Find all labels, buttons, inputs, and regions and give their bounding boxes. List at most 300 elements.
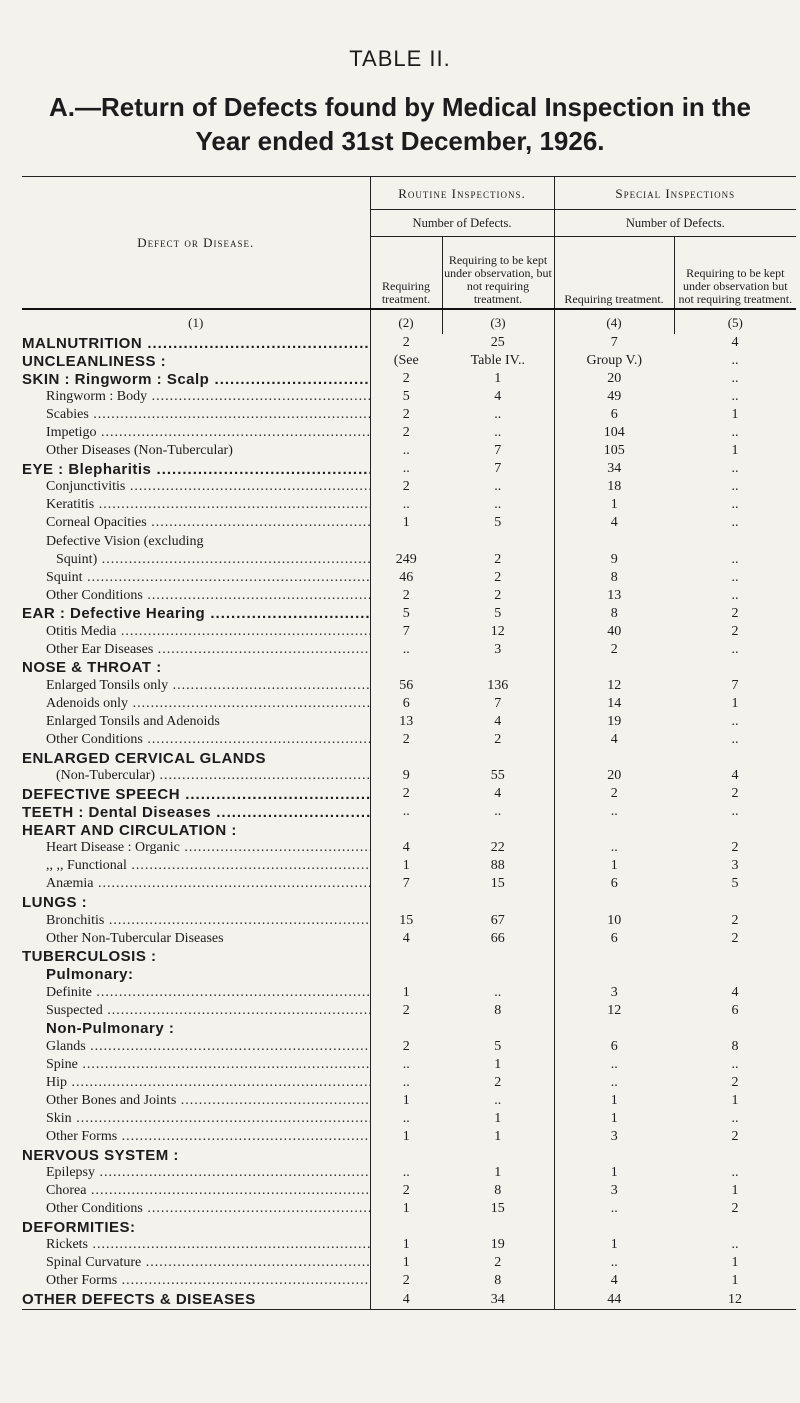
defects-table [22, 176, 796, 1310]
cell-col-5: 4 [731, 768, 739, 784]
row-label: Non-Pulmonary : [46, 1020, 175, 1038]
cell-col-4 [554, 948, 674, 966]
row-label: Suspected ..... [22, 1002, 370, 1020]
row-label: Bronchitis ..... [22, 912, 370, 930]
row-label: Hip ..... [22, 1074, 370, 1092]
table-row [22, 677, 796, 695]
cell-col-4: 4 [554, 1272, 674, 1290]
cell-col-3: 55 [490, 768, 505, 784]
cell-col-4: 19 [554, 713, 674, 731]
cell-col-4: 6 [554, 875, 674, 893]
cell-col-4: 20 [554, 370, 674, 388]
cell-col-2: .. [370, 1164, 442, 1182]
table-row [22, 352, 796, 370]
table-row [22, 1272, 796, 1290]
cell-col-2: .. [370, 496, 442, 514]
cell-col-3: 34 [442, 1290, 554, 1309]
table-row [22, 839, 796, 857]
cell-col-3: .. [494, 984, 502, 1000]
cell-col-4: 44 [554, 1290, 674, 1309]
table-row [22, 605, 796, 623]
cell-col-4 [554, 893, 674, 911]
table-row [22, 1182, 796, 1200]
cell-col-2: 1 [370, 857, 442, 875]
row-label: Squint ..... [22, 569, 370, 587]
cell-col-5: 1 [731, 1273, 739, 1289]
cell-col-3: 5 [494, 515, 502, 531]
cell-col-5: 2 [731, 840, 739, 856]
table-row [22, 496, 796, 514]
cell-col-2: .. [370, 1110, 442, 1128]
cell-col-5: .. [731, 804, 739, 820]
column-group-special: Special Inspections [554, 177, 796, 210]
row-label: Spine ..... [22, 1056, 370, 1074]
cell-col-5: .. [731, 587, 739, 603]
table-row [22, 857, 796, 875]
row-label: Other Conditions ..... [22, 587, 370, 605]
table-row [22, 731, 796, 749]
cell-col-5: 12 [674, 1290, 796, 1309]
cell-col-5 [674, 749, 796, 767]
cell-col-3: .. [494, 425, 502, 441]
table-row [22, 587, 796, 605]
table-row [22, 1038, 796, 1056]
cell-col-3: 4 [494, 389, 502, 405]
table-row [22, 948, 796, 966]
row-label: DEFORMITIES: [22, 1218, 136, 1236]
cell-col-2: 7 [370, 875, 442, 893]
cell-col-3: 3 [494, 641, 502, 657]
row-label: HEART AND CIRCULATION : [22, 821, 237, 839]
row-label: Adenoids only ..... [22, 695, 370, 713]
row-label: Epilepsy ..... [22, 1164, 370, 1182]
cell-col-5: 8 [731, 1038, 739, 1054]
cell-col-3: 12 [490, 623, 505, 639]
cell-col-4: 14 [554, 695, 674, 713]
cell-col-4: 3 [554, 1128, 674, 1146]
cell-col-3 [442, 749, 554, 767]
row-label: Skin ..... [22, 1110, 370, 1128]
row-label: Squint) ..... [22, 551, 370, 569]
cell-col-5: 1 [731, 1255, 739, 1271]
cell-col-2: 7 [370, 623, 442, 641]
cell-col-3: 8 [494, 1183, 502, 1199]
cell-col-4: 3 [554, 1182, 674, 1200]
cell-col-2: (See [370, 352, 442, 370]
cell-col-4: 6 [554, 1038, 674, 1056]
row-label: UNCLEANLINESS : [22, 352, 167, 370]
cell-col-3: .. [494, 497, 502, 513]
cell-col-5: 2 [731, 930, 739, 946]
table-row [22, 785, 796, 803]
column-number-5: (5) [674, 309, 796, 334]
cell-col-5: .. [731, 425, 739, 441]
cell-col-4: 104 [554, 424, 674, 442]
cell-col-5: .. [731, 461, 739, 477]
table-row [22, 370, 796, 388]
cell-col-2: 2 [370, 1272, 442, 1290]
row-label: LUNGS : [22, 893, 88, 911]
cell-col-4 [554, 1020, 674, 1038]
cell-col-4: 13 [554, 587, 674, 605]
cell-col-3: 15 [490, 1201, 505, 1217]
cell-col-3: 7 [494, 461, 502, 477]
cell-col-5: .. [731, 551, 739, 567]
table-row [22, 713, 796, 731]
cell-col-2: 2 [370, 478, 442, 496]
cell-col-2 [370, 948, 442, 966]
cell-col-3: 2 [494, 1255, 502, 1271]
cell-col-3: 2 [494, 551, 502, 567]
cell-col-2: 2 [370, 334, 442, 352]
row-label: NERVOUS SYSTEM : [22, 1146, 179, 1164]
row-label: Conjunctivitis ..... [22, 478, 370, 496]
row-label: OTHER DEFECTS & DISEASES [22, 1290, 370, 1309]
cell-col-2: 1 [370, 1236, 442, 1254]
cell-col-3: 1 [494, 1056, 502, 1072]
cell-col-2: 1 [370, 1254, 442, 1272]
row-label: Other Conditions ..... [22, 731, 370, 749]
cell-col-4: 12 [554, 677, 674, 695]
row-label: DEFECTIVE SPEECH ..... [22, 785, 370, 803]
row-label: Chorea ..... [22, 1182, 370, 1200]
cell-col-3: 4 [494, 714, 502, 729]
cell-col-4: 6 [554, 930, 674, 948]
cell-col-2: 1 [370, 1092, 442, 1110]
cell-col-2: 6 [370, 695, 442, 713]
row-label: Pulmonary: [46, 966, 134, 984]
cell-col-3 [442, 948, 554, 966]
cell-col-3: 4 [494, 786, 502, 802]
cell-col-3: 67 [490, 912, 505, 928]
cell-col-5 [674, 659, 796, 677]
cell-col-5: .. [731, 714, 739, 729]
cell-col-2: 249 [370, 551, 442, 569]
cell-col-5: .. [731, 353, 739, 369]
table-row [22, 912, 796, 930]
cell-col-3 [442, 821, 554, 839]
cell-col-5: .. [731, 497, 739, 513]
cell-col-5: 2 [731, 605, 739, 621]
cell-col-2 [370, 533, 442, 551]
cell-col-5: 6 [731, 1002, 739, 1018]
cell-col-2: .. [370, 1056, 442, 1074]
cell-col-2: 2 [370, 1038, 442, 1056]
row-label: TUBERCULOSIS : [22, 948, 157, 966]
cell-col-2 [370, 893, 442, 911]
table-row [22, 695, 796, 713]
cell-col-2: 2 [370, 587, 442, 605]
cell-col-3: 2 [494, 587, 502, 603]
cell-col-3: 19 [490, 1237, 505, 1253]
cell-col-5: 4 [731, 335, 739, 351]
table-row [22, 1146, 796, 1164]
table-row [22, 875, 796, 893]
cell-col-4: .. [554, 803, 674, 821]
row-label: Other Conditions ..... [22, 1200, 370, 1218]
table-row [22, 533, 796, 551]
cell-col-5: 1 [731, 1092, 739, 1108]
table-row [22, 1056, 796, 1074]
row-label: Defective Vision (excluding [46, 533, 204, 549]
page-title-line-2: Year ended 31st December, 1926. [195, 126, 605, 156]
row-label: SKIN : Ringworm : Scalp ..... [22, 370, 370, 388]
routine-subheader: Number of Defects. [370, 210, 554, 237]
cell-col-5: 3 [731, 858, 739, 874]
cell-col-4: 8 [554, 605, 674, 623]
table-row [22, 821, 796, 839]
cell-col-2 [370, 659, 442, 677]
cell-col-2: .. [370, 803, 442, 821]
cell-col-3: 5 [494, 605, 502, 621]
cell-col-5 [674, 821, 796, 839]
row-label: Enlarged Tonsils and Adenoids [46, 714, 220, 729]
cell-col-4: 2 [554, 785, 674, 803]
table-row [22, 514, 796, 532]
cell-col-3 [442, 893, 554, 911]
row-label: TEETH : Dental Diseases ..... [22, 803, 370, 821]
cell-col-5: 2 [731, 623, 739, 639]
row-label: NOSE & THROAT : [22, 659, 162, 677]
cell-col-4 [554, 1146, 674, 1164]
table-row [22, 767, 796, 785]
table-row [22, 1164, 796, 1182]
table-row [22, 1218, 796, 1236]
cell-col-3: 136 [487, 677, 509, 693]
table-row [22, 1128, 796, 1146]
cell-col-3: 2 [494, 569, 502, 585]
cell-col-2: 5 [370, 605, 442, 623]
cell-col-2: 4 [370, 930, 442, 948]
column-header-defect: Defect or Disease. [22, 177, 370, 310]
row-label: ,, ,, Functional ..... [22, 857, 370, 875]
cell-col-5: 1 [731, 407, 739, 423]
cell-col-4: 4 [554, 731, 674, 749]
cell-col-5: .. [731, 515, 739, 531]
cell-col-4: .. [554, 1056, 674, 1074]
routine-observation-header: Requiring to be kept under observation, but not requiring treatment. [442, 237, 554, 310]
table-row [22, 1110, 796, 1128]
table-row [22, 1092, 796, 1110]
routine-requiring-treatment-header: Requiring treatment. [381, 279, 431, 306]
table-row [22, 1020, 796, 1038]
cell-col-3: 8 [494, 1002, 502, 1018]
cell-col-5: 2 [731, 1201, 739, 1217]
row-label: EYE : Blepharitis ..... [22, 460, 370, 478]
cell-col-4 [554, 966, 674, 984]
table-row [22, 1200, 796, 1218]
cell-col-5: .. [731, 1237, 739, 1253]
cell-col-3: 1 [494, 371, 502, 387]
cell-col-4 [554, 1218, 674, 1236]
cell-col-5: 1 [731, 695, 739, 711]
table-row [22, 388, 796, 406]
cell-col-4: 1 [554, 1164, 674, 1182]
row-label: Definite ..... [22, 984, 370, 1002]
cell-col-2: 1 [370, 514, 442, 532]
cell-col-2: 2 [370, 424, 442, 442]
table-row [22, 749, 796, 767]
cell-col-3: 2 [494, 732, 502, 748]
cell-col-4: .. [554, 839, 674, 857]
cell-col-5 [674, 966, 796, 984]
column-number-1: (1) [188, 314, 204, 330]
row-label: Scabies ..... [22, 406, 370, 424]
cell-col-2: 2 [370, 731, 442, 749]
cell-col-2: 1 [370, 1200, 442, 1218]
row-label: Spinal Curvature ..... [22, 1254, 370, 1272]
cell-col-5 [674, 893, 796, 911]
cell-col-2: 2 [370, 1182, 442, 1200]
table-row [22, 803, 796, 821]
cell-col-2 [370, 749, 442, 767]
table-row [22, 893, 796, 911]
cell-col-5: .. [731, 479, 739, 495]
cell-col-5: 2 [731, 1129, 739, 1145]
row-label: Other Ear Diseases ..... [22, 641, 370, 659]
cell-col-2: 2 [370, 1002, 442, 1020]
cell-col-2: 13 [370, 713, 442, 731]
cell-col-3: 25 [490, 335, 505, 351]
row-label: Enlarged Tonsils only ..... [22, 677, 370, 695]
row-label: Keratitis ..... [22, 496, 370, 514]
cell-col-3: 66 [490, 930, 505, 946]
cell-col-2 [370, 966, 442, 984]
cell-col-5: 1 [731, 1183, 739, 1199]
cell-col-5: 7 [731, 677, 739, 693]
cell-col-5: 2 [731, 912, 739, 928]
table-row [22, 659, 796, 677]
cell-col-3: 1 [494, 1111, 502, 1127]
row-label: Otitis Media ..... [22, 623, 370, 641]
cell-col-3: .. [494, 479, 502, 495]
cell-col-4: 1 [554, 857, 674, 875]
row-label: Glands ..... [22, 1038, 370, 1056]
cell-col-3: 7 [494, 695, 502, 711]
cell-col-3: 8 [494, 1273, 502, 1289]
table-row [22, 442, 796, 460]
cell-col-5 [674, 948, 796, 966]
cell-col-2: 2 [370, 785, 442, 803]
column-number-4: (4) [554, 309, 674, 334]
table-row [22, 406, 796, 424]
cell-col-4: 3 [554, 984, 674, 1002]
cell-col-4: 18 [554, 478, 674, 496]
special-observation-header: Requiring to be kept under observation but not requiring treatment. [674, 237, 796, 310]
table-row [22, 424, 796, 442]
cell-col-3: 2 [494, 1074, 502, 1090]
cell-col-3: 1 [494, 1165, 502, 1181]
column-number-2: (2) [370, 309, 442, 334]
row-label: EAR : Defective Hearing ..... [22, 605, 370, 623]
cell-col-3 [442, 659, 554, 677]
special-subheader: Number of Defects. [554, 210, 796, 237]
table-row [22, 623, 796, 641]
cell-col-2: .. [370, 442, 442, 460]
cell-col-2 [370, 1146, 442, 1164]
cell-col-5 [674, 1020, 796, 1038]
cell-col-5: .. [731, 641, 739, 657]
cell-col-2: 4 [370, 839, 442, 857]
page-title-line-1: A.—Return of Defects found by Medical Inspection in the [48, 92, 752, 122]
cell-col-2: 2 [370, 370, 442, 388]
cell-col-4: Group V.) [554, 352, 674, 370]
cell-col-4: 8 [554, 569, 674, 587]
cell-col-3: 1 [494, 1129, 502, 1145]
cell-col-2: 9 [370, 767, 442, 785]
row-label: Other Forms ..... [22, 1128, 370, 1146]
cell-col-2: 1 [370, 1128, 442, 1146]
cell-col-3 [442, 1218, 554, 1236]
table-row [22, 569, 796, 587]
cell-col-4: .. [554, 1254, 674, 1272]
cell-col-4: .. [554, 1074, 674, 1092]
cell-col-5: .. [731, 569, 739, 585]
table-row [22, 478, 796, 496]
table-row [22, 966, 796, 984]
table-row [22, 641, 796, 659]
cell-col-4: 1 [554, 1092, 674, 1110]
cell-col-5: 4 [731, 984, 739, 1000]
row-label: ENLARGED CERVICAL GLANDS [22, 749, 266, 767]
cell-col-2: .. [370, 460, 442, 478]
cell-col-2 [370, 1020, 442, 1038]
cell-col-2: 46 [370, 569, 442, 587]
table-row [22, 460, 796, 478]
cell-col-5 [674, 1218, 796, 1236]
cell-col-3 [442, 1020, 554, 1038]
cell-col-4: 105 [554, 442, 674, 460]
cell-col-5: 1 [731, 443, 739, 459]
table-row [22, 334, 796, 352]
cell-col-3: Table IV.. [470, 353, 525, 369]
row-label: Heart Disease : Organic ..... [22, 839, 370, 857]
cell-col-4: 12 [554, 1002, 674, 1020]
row-label: Other Forms ..... [22, 1272, 370, 1290]
cell-col-4: 34 [554, 460, 674, 478]
cell-col-3 [442, 533, 554, 551]
cell-col-4: 40 [554, 623, 674, 641]
cell-col-4: 6 [554, 406, 674, 424]
table-row [22, 930, 796, 948]
cell-col-4: 10 [554, 912, 674, 930]
cell-col-5 [674, 533, 796, 551]
cell-col-5: .. [731, 371, 739, 387]
column-group-routine: Routine Inspections. [370, 177, 554, 210]
cell-col-3 [442, 1146, 554, 1164]
cell-col-2: .. [370, 641, 442, 659]
cell-col-4 [554, 749, 674, 767]
cell-col-2: 5 [370, 388, 442, 406]
cell-col-5: 2 [731, 786, 739, 802]
row-label: Anæmia ..... [22, 875, 370, 893]
table-row [22, 1074, 796, 1092]
cell-col-4 [554, 659, 674, 677]
cell-col-5: .. [731, 732, 739, 748]
row-label: Other Diseases (Non-Tubercular) [46, 443, 233, 459]
cell-col-2 [370, 1218, 442, 1236]
row-label: Impetigo ..... [22, 424, 370, 442]
cell-col-3: 88 [490, 858, 505, 874]
row-label: Ringworm : Body ..... [22, 388, 370, 406]
row-label: Rickets ..... [22, 1236, 370, 1254]
cell-col-3: 7 [494, 443, 502, 459]
cell-col-4: 4 [554, 514, 674, 532]
cell-col-3: .. [494, 407, 502, 423]
cell-col-2: 4 [370, 1290, 442, 1309]
special-requiring-treatment-header: Requiring treatment. [554, 237, 674, 310]
cell-col-3: 15 [490, 876, 505, 892]
